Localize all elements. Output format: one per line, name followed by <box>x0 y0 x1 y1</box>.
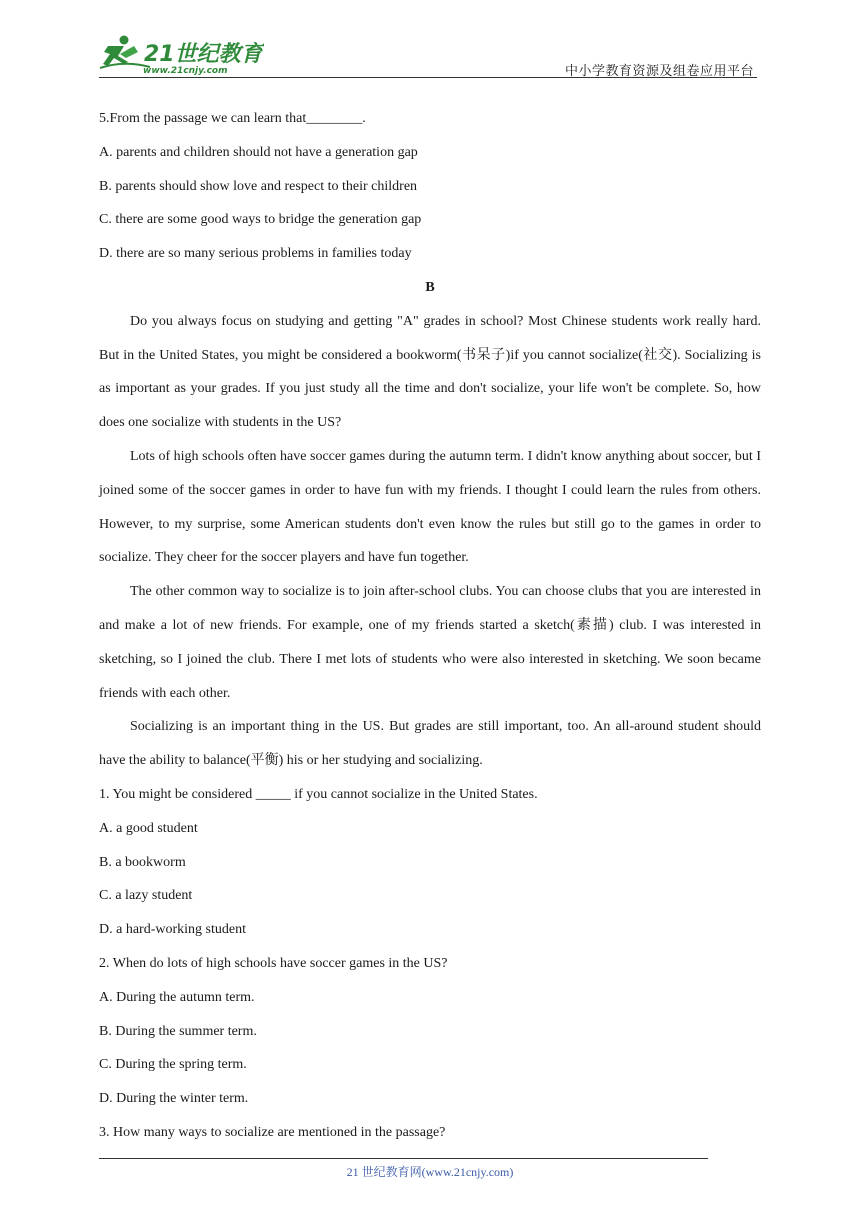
question-1-option-c: C. a lazy student <box>99 888 193 904</box>
question-1-option-b: B. a bookworm <box>99 854 186 870</box>
passage-paragraph-2: Lots of high schools often have soccer games during the autumn term. I didn't know anything about soccer, but I joined some of the soccer games in order to have fun with my friends. I thought I could learn the rules from others. However, to my surprise, some American students don't even know the rules but still go to the games in order to socialize. They cheer for the soccer players and have fun together. <box>99 448 761 566</box>
question-1-option-a: A. a good student <box>99 820 198 836</box>
logo-url: www.21cnjy.com <box>143 66 228 76</box>
question-2-option-c: C. During the spring term. <box>99 1057 247 1073</box>
question-5-option-a: A. parents and children should not have a generation gap <box>99 144 418 160</box>
logo <box>94 34 264 80</box>
section-title: B <box>425 279 435 295</box>
footer-divider <box>99 1158 708 1159</box>
question-5-option-b: B. parents should show love and respect to their children <box>99 178 418 194</box>
question-5-stem: 5.From the passage we can learn that________. <box>99 111 366 126</box>
header-platform-text: 中小学教育资源及组卷应用平台 <box>564 63 754 78</box>
page-header <box>0 0 860 90</box>
runner-logo-icon <box>94 34 264 80</box>
question-5-option-c: C. there are some good ways to bridge the generation gap <box>99 212 422 228</box>
question-3-stem: 3. How many ways to socialize are mentioned in the passage? <box>99 1124 446 1140</box>
question-2-option-a: A. During the autumn term. <box>99 989 255 1005</box>
header-divider <box>99 77 757 78</box>
question-1-stem: 1. You might be considered _____ if you cannot socialize in the United States. <box>99 786 538 802</box>
question-2-option-b: B. During the summer term. <box>99 1023 257 1039</box>
document-body <box>99 102 761 1150</box>
passage-paragraph-3: The other common way to socialize is to join after-school clubs. You can choose clubs that you are interested in and make a lot of new friends. For example, one of my friends started a sketch(素描) club. I was interested in sketching, so I joined the club. There I met lots of students who were also interested in sketching. We soon became friends with each other. <box>99 584 761 701</box>
question-2-option-d: D. During the winter term. <box>99 1091 249 1107</box>
passage-paragraph-1: Do you always focus on studying and getting "A" grades in school? Most Chinese students work really hard. But in the United States, you might be considered a bookworm(书呆子)if you cannot socialize(社交). Socializing is as important as your grades. If you just study all the time and don't socialize, your life won't be complete. So, how does one socialize with students in the US? <box>99 313 761 431</box>
question-2-stem: 2. When do lots of high schools have soccer games in the US? <box>99 955 448 971</box>
page-footer: 21 世纪教育网(www.21cnjy.com) <box>346 1165 514 1179</box>
passage-paragraph-4: Socializing is an important thing in the US. But grades are still important, too. An all-around student should have the ability to balance(平衡) his or her studying and socializing. <box>99 719 761 769</box>
question-5-option-d: D. there are so many serious problems in families today <box>99 246 412 262</box>
logo-text: 21世纪教育 <box>144 42 263 67</box>
question-1-option-d: D. a hard-working student <box>99 922 246 938</box>
